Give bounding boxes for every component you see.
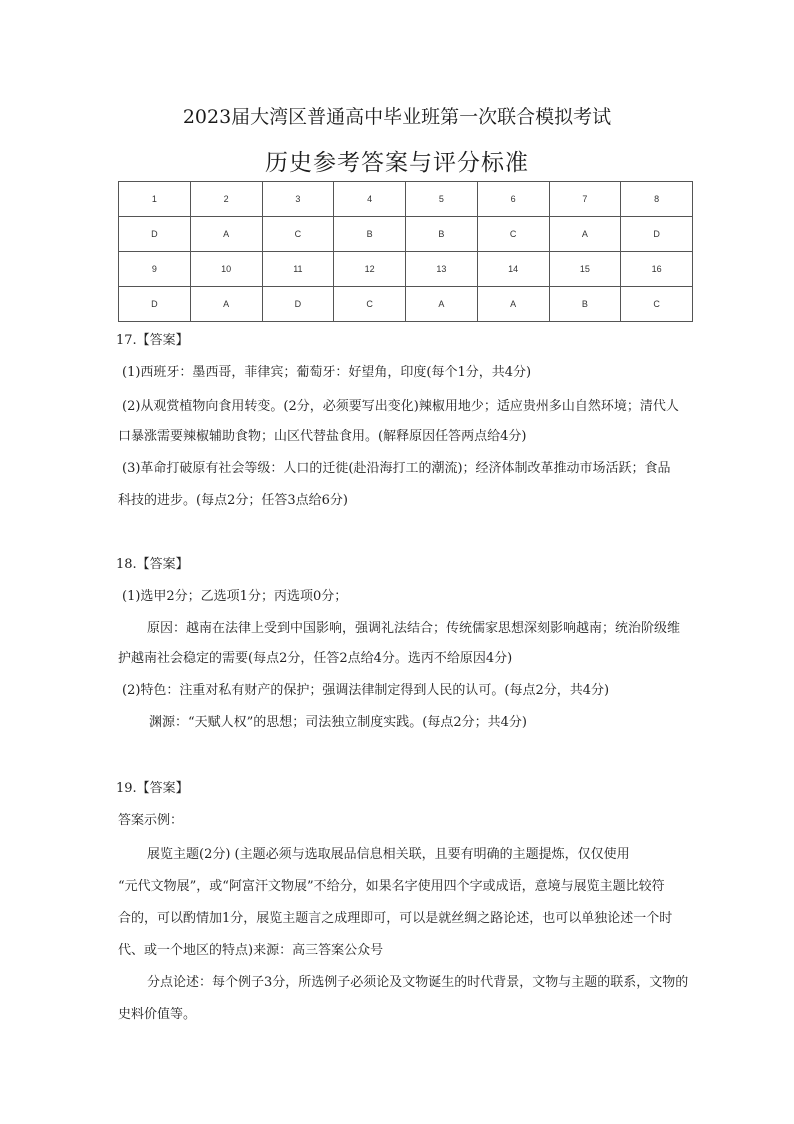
question-number: 11 xyxy=(262,252,334,287)
q19-theme-line1: 展览主题(2分) (主题必须与选取展品信息相关联，且要有明确的主题提炼，仅仅使用 xyxy=(147,847,630,862)
question-number: 7 xyxy=(549,182,621,217)
answer-cell: D xyxy=(119,287,191,322)
question-number: 3 xyxy=(262,182,334,217)
q17-part2-line2: 口暴涨需要辣椒辅助食物；山区代替盐食用。(解释原因任答两点给4分) xyxy=(118,429,527,444)
answer-cell: A xyxy=(190,287,262,322)
q17-part3-line1: (3)革命打破原有社会等级：人口的迁徙(赴沿海打工的潮流)；经济体制改革推动市场活跃；食品 xyxy=(122,461,671,476)
document-title: 2023届大湾区普通高中毕业班第一次联合模拟考试 xyxy=(182,106,612,128)
q19-points-line1: 分点论述：每个例子3分，所选例子必须论及文物诞生的时代背景，文物与主题的联系，文物的 xyxy=(147,975,689,990)
q18-part1: (1)选甲2分；乙选项1分；丙选项0分； xyxy=(122,589,348,604)
question-number: 9 xyxy=(119,252,191,287)
answer-cell: D xyxy=(262,287,334,322)
answer-cell: B xyxy=(549,287,621,322)
answer-cell: B xyxy=(406,217,478,252)
q17-part1: (1)西班牙：墨西哥，菲律宾；葡萄牙：好望角，印度(每个1分，共4分) xyxy=(122,365,532,380)
answer-cell: A xyxy=(477,287,549,322)
question-number: 1 xyxy=(119,182,191,217)
answer-cell: D xyxy=(621,217,693,252)
q17-part3-line2: 科技的进步。(每点2分；任答3点给6分) xyxy=(118,493,348,508)
answer-cell: C xyxy=(334,287,406,322)
answer-table xyxy=(118,181,693,322)
question-number: 16 xyxy=(621,252,693,287)
question-number: 5 xyxy=(406,182,478,217)
q18-reason-line1: 原因：越南在法律上受到中国影响，强调礼法结合；传统儒家思想深刻影响越南；统治阶级维 xyxy=(147,621,681,636)
q19-example-label: 答案示例： xyxy=(118,813,184,828)
q18-reason-line2: 护越南社会稳定的需要(每点2分，任答2点给4分。选丙不给原因4分) xyxy=(118,651,513,666)
question-number: 8 xyxy=(621,182,693,217)
question-number: 13 xyxy=(406,252,478,287)
answer-cell: A xyxy=(406,287,478,322)
table-row xyxy=(119,182,693,217)
table-row xyxy=(119,287,693,322)
q18-heading: 18.【答案】 xyxy=(116,557,189,572)
question-number: 14 xyxy=(477,252,549,287)
question-number: 15 xyxy=(549,252,621,287)
q17-part2-line1: (2)从观赏植物向食用转变。(2分，必须要写出变化)辣椒用地少；适应贵州多山自然环境；清代人 xyxy=(122,399,679,414)
q19-theme-line4: 代、或一个地区的特点)来源：高三答案公众号 xyxy=(118,943,384,958)
question-number: 10 xyxy=(190,252,262,287)
question-number: 4 xyxy=(334,182,406,217)
answer-cell: D xyxy=(119,217,191,252)
answer-cell: C xyxy=(477,217,549,252)
document-subtitle: 历史参考答案与评分标准 xyxy=(265,150,529,176)
answer-cell: B xyxy=(334,217,406,252)
q19-points-line2: 史料价值等。 xyxy=(118,1007,197,1022)
question-number: 12 xyxy=(334,252,406,287)
answer-cell: C xyxy=(262,217,334,252)
table-row xyxy=(119,217,693,252)
answer-cell: C xyxy=(621,287,693,322)
table-row xyxy=(119,252,693,287)
q18-part2: (2)特色：注重对私有财产的保护；强调法律制定得到人民的认可。(每点2分，共4分) xyxy=(122,683,610,698)
q19-theme-line2: “元代文物展”，或“阿富汗文物展”不给分，如果名字使用四个字或成语，意境与展览主题比较符 xyxy=(118,879,665,894)
question-number: 6 xyxy=(477,182,549,217)
q19-heading: 19.【答案】 xyxy=(116,781,189,796)
answer-cell: A xyxy=(549,217,621,252)
q18-origin: 渊源：“天赋人权”的思想；司法独立制度实践。(每点2分；共4分) xyxy=(149,715,527,730)
q17-heading: 17.【答案】 xyxy=(116,333,189,348)
q19-theme-line3: 合的，可以酌情加1分，展览主题言之成理即可，可以是就丝绸之路论述，也可以单独论述一个时 xyxy=(118,911,673,926)
question-number: 2 xyxy=(190,182,262,217)
answer-cell: A xyxy=(190,217,262,252)
